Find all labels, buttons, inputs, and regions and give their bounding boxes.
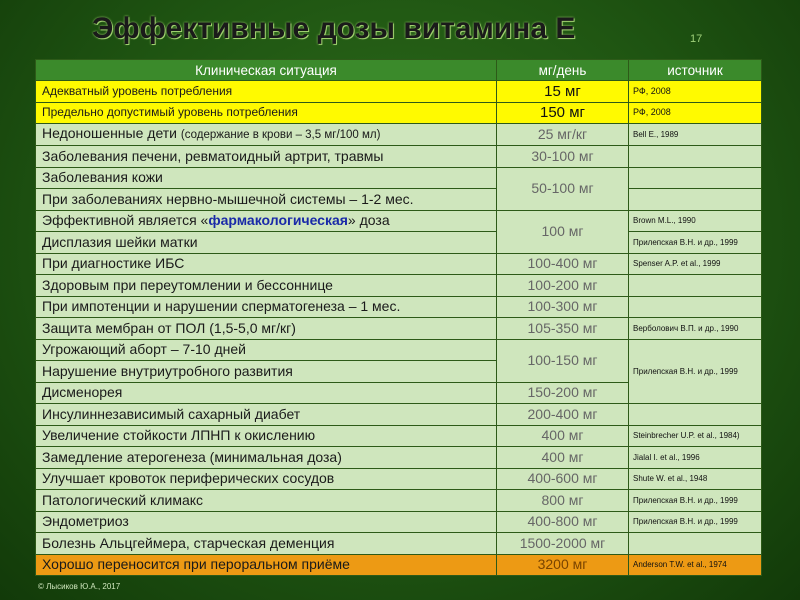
source-cell: Spenser A.P. et al., 1999 [629,253,762,275]
dose-cell: 15 мг [497,81,629,103]
source-cell [629,146,762,168]
table-row [36,167,762,189]
vitamin-e-dose-table [35,59,762,576]
situation-cell: При заболеваниях нервно-мышечной системы – 1-2 мес. [36,189,497,211]
source-cell [629,189,762,211]
source-cell: Верболович В.П. и др., 1990 [629,318,762,340]
situation-cell: Дисменорея [36,382,497,404]
situation-cell: Эндометриоз [36,511,497,533]
source-cell: Jialal I. et al., 1996 [629,447,762,469]
table-row [36,425,762,447]
dose-cell: 50-100 мг [497,167,629,210]
dose-cell: 200-400 мг [497,404,629,426]
situation-cell: Хорошо переносится при пероральном приёме [36,554,497,576]
situation-cell: Защита мембран от ПОЛ (1,5-5,0 мг/кг) [36,318,497,340]
source-cell: Прилепская В.Н. и др., 1999 [629,232,762,254]
situation-cell: Заболевания кожи [36,167,497,189]
dose-cell: 400-600 мг [497,468,629,490]
table-row [36,275,762,297]
copyright-text: © Лысиков Ю.А., 2017 [38,582,121,591]
table-row [36,124,762,146]
situation-note: (содержание в крови – 3,5 мг/100 мл) [180,129,381,141]
dose-cell: 100-150 мг [497,339,629,382]
table-row [36,554,762,576]
table-row [36,533,762,555]
source-cell [629,296,762,318]
table-row [36,210,762,232]
dose-cell: 100 мг [497,210,629,253]
dose-cell: 1500-2000 мг [497,533,629,555]
table-row [36,404,762,426]
situation-cell: Дисплазия шейки матки [36,232,497,254]
situation-text-pre: Эффективной является « [42,212,209,229]
dose-cell: 150-200 мг [497,382,629,404]
dose-cell: 30-100 мг [497,146,629,168]
table-row [36,318,762,340]
dose-cell: 100-400 мг [497,253,629,275]
situation-cell: Болезнь Альцгеймера, старческая деменция [36,533,497,555]
slide-title: Эффективные дозы витамина Е [92,12,576,45]
situation-cell: Нарушение внутриутробного развития [36,361,497,383]
source-cell: Bell E., 1989 [629,124,762,146]
table-row [36,146,762,168]
source-cell: Anderson T.W. et al., 1974 [629,554,762,576]
table-row [36,296,762,318]
table-row [36,232,762,254]
situation-cell: Улучшает кровоток периферических сосудов [36,468,497,490]
table-row [36,447,762,469]
source-cell [629,404,762,426]
table-row [36,253,762,275]
dose-cell: 150 мг [497,102,629,124]
situation-cell: Патологический климакс [36,490,497,512]
situation-cell: Здоровым при переутомлении и бессоннице [36,275,497,297]
source-cell: Прилепская В.Н. и др., 1999 [629,511,762,533]
dose-cell: 400 мг [497,425,629,447]
source-cell: Прилепская В.Н. и др., 1999 [629,339,762,404]
situation-cell: Предельно допустимый уровень потребления [36,102,497,124]
table-row [36,511,762,533]
dose-cell: 100-300 мг [497,296,629,318]
table-row [36,102,762,124]
source-cell: Прилепская В.Н. и др., 1999 [629,490,762,512]
source-cell: Brown M.L., 1990 [629,210,762,232]
situation-cell: Заболевания печени, ревматоидный артрит, травмы [36,146,497,168]
slide-number: 17 [690,33,703,45]
table-row [36,81,762,103]
situation-cell: Угрожающий аборт – 7-10 дней [36,339,497,361]
table-row [36,490,762,512]
situation-text-post: » доза [347,212,390,229]
situation-text: Недоношенные дети [42,125,178,141]
situation-cell: Адекватный уровень потребления [36,81,497,103]
situation-cell: Увеличение стойкости ЛПНП к окислению [36,425,497,447]
situation-cell: Инсулиннезависимый сахарный диабет [36,404,497,426]
situation-cell [36,210,497,232]
table-row [36,468,762,490]
situation-cell: При импотенции и нарушении сперматогенеза – 1 мес. [36,296,497,318]
dose-cell: 3200 мг [497,554,629,576]
situation-highlight: фармакологическая [208,212,348,229]
table-row [36,189,762,211]
dose-cell: 400 мг [497,447,629,469]
situation-cell: Замедление атерогенеза (минимальная доза) [36,447,497,469]
source-cell: РФ, 2008 [629,81,762,103]
dose-cell: 25 мг/кг [497,124,629,146]
table-row [36,339,762,361]
header-source: источник [629,60,762,81]
source-cell: Steinbrecher U.P. et al., 1984) [629,425,762,447]
header-situation: Клиническая ситуация [36,60,497,81]
header-dose: мг/день [497,60,629,81]
dose-cell: 105-350 мг [497,318,629,340]
situation-cell [36,124,497,146]
source-cell [629,167,762,189]
dose-cell: 100-200 мг [497,275,629,297]
source-cell: Shute W. et al., 1948 [629,468,762,490]
source-cell [629,275,762,297]
source-cell [629,533,762,555]
table-header-row [36,60,762,81]
source-cell: РФ, 2008 [629,102,762,124]
dose-cell: 400-800 мг [497,511,629,533]
dose-cell: 800 мг [497,490,629,512]
situation-cell: При диагностике ИБС [36,253,497,275]
